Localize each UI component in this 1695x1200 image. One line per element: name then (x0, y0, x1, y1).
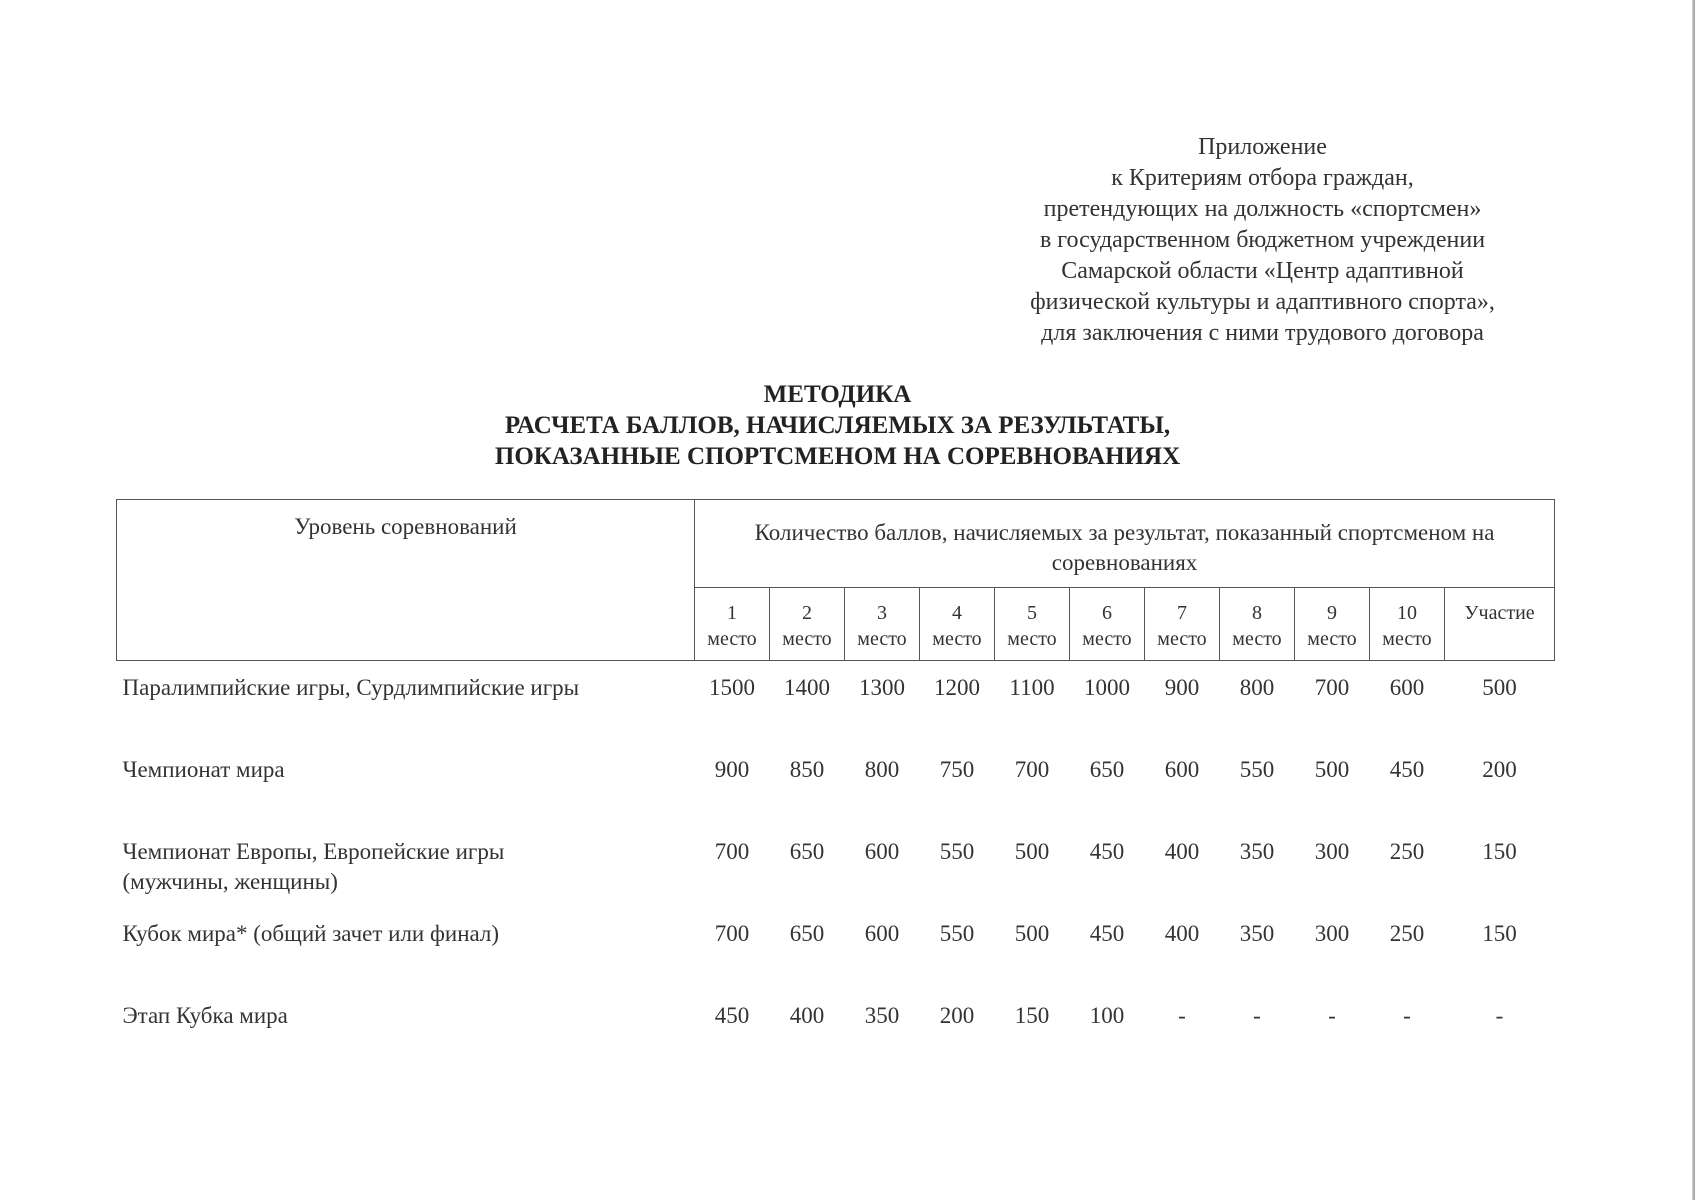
place-word: место (1007, 628, 1057, 650)
appendix-note (990, 132, 1535, 349)
place-header-7 (1145, 588, 1220, 661)
place-number: 8 (1252, 602, 1262, 624)
place-number: 5 (1027, 602, 1037, 624)
place-number: 7 (1177, 602, 1187, 624)
place-header-4 (920, 588, 995, 661)
place-word: место (782, 628, 832, 650)
score-cell: 400 (1164, 920, 1200, 946)
table-row (117, 661, 1555, 743)
score-cell: 650 (789, 838, 825, 864)
score-cell: 700 (1014, 756, 1050, 782)
score-cell: 600 (864, 838, 900, 864)
score-cell: 450 (1089, 838, 1125, 864)
place-number: 2 (802, 602, 812, 624)
participation-cell: 500 (1482, 675, 1517, 700)
score-cell: - (1178, 1002, 1186, 1028)
score-cell: 700 (714, 838, 750, 864)
level-text: Паралимпийские игры, Сурдлимпийские игры (122, 675, 580, 700)
score-cell: 1500 (709, 675, 755, 700)
score-cell: 1200 (934, 675, 980, 700)
level-text: Этап Кубка мира (122, 1002, 288, 1028)
score-cell: 1000 (1084, 675, 1130, 700)
score-cell: 100 (1089, 1002, 1125, 1028)
appendix-line: в государственном бюджетном учреждении (1039, 227, 1486, 253)
score-cell: 550 (939, 920, 975, 946)
score-cell: 1400 (784, 675, 830, 700)
score-cell: 1100 (1009, 675, 1055, 700)
score-cell: 600 (1164, 756, 1200, 782)
participation-cell: 150 (1482, 920, 1517, 946)
level-cell (117, 825, 695, 907)
place-header-9 (1295, 588, 1370, 661)
place-word: место (1082, 628, 1132, 650)
score-cell: 600 (864, 920, 900, 946)
place-header-2 (770, 588, 845, 661)
place-word: место (1307, 628, 1357, 650)
score-cell: 800 (864, 756, 900, 782)
place-header-8 (1220, 588, 1295, 661)
place-word: место (1232, 628, 1282, 650)
participation-cell: 200 (1482, 756, 1517, 782)
score-cell: 800 (1239, 675, 1275, 700)
score-cell: 500 (1014, 838, 1050, 864)
place-header-10 (1370, 588, 1445, 661)
place-number: 1 (727, 602, 737, 624)
level-cell (117, 743, 695, 825)
place-header-1 (695, 588, 770, 661)
score-cell: 700 (1314, 675, 1350, 700)
score-cell: 500 (1314, 756, 1350, 782)
participation-cell: 150 (1482, 838, 1517, 864)
score-cell: 650 (1089, 756, 1125, 782)
title-line: МЕТОДИКА (763, 381, 912, 408)
title-line: ПОКАЗАННЫЕ СПОРТСМЕНОМ НА СОРЕВНОВАНИЯХ (494, 443, 1181, 470)
score-cell: 250 (1389, 838, 1425, 864)
place-word: место (707, 628, 757, 650)
score-cell: 300 (1314, 838, 1350, 864)
score-cell: 700 (714, 920, 750, 946)
score-cell: - (1328, 1002, 1336, 1028)
document-title (400, 379, 1275, 472)
appendix-line: для заключения с ними трудового договора (1041, 320, 1484, 346)
participation-header: Участие (1445, 588, 1555, 661)
level-text: Чемпионат мира (122, 756, 285, 782)
place-word: место (1157, 628, 1207, 650)
title-line: РАСЧЕТА БАЛЛОВ, НАЧИСЛЯЕМЫХ ЗА РЕЗУЛЬТАТЫ, (504, 412, 1171, 439)
place-header-5 (995, 588, 1070, 661)
score-cell: 400 (789, 1002, 825, 1028)
level-column-header: Уровень соревнований (117, 500, 695, 661)
appendix-line: Приложение (1198, 134, 1327, 160)
appendix-line: к Критериям отбора граждан, (1111, 165, 1414, 191)
table-row (117, 743, 1555, 825)
appendix-line: физической культуры и адаптивного спорта», (1030, 289, 1495, 315)
score-cell: 350 (864, 1002, 900, 1028)
level-text: Чемпионат Европы, Европейские игры (122, 838, 505, 864)
score-cell: 400 (1164, 838, 1200, 864)
score-cell: 450 (1389, 756, 1425, 782)
score-cell: 450 (714, 1002, 750, 1028)
score-cell: - (1403, 1002, 1411, 1028)
score-cell: 900 (714, 756, 750, 782)
place-header-3 (845, 588, 920, 661)
place-number: 4 (952, 602, 962, 624)
level-text: (мужчины, женщины) (122, 868, 338, 894)
score-cell: 550 (939, 838, 975, 864)
score-cell: 450 (1089, 920, 1125, 946)
place-word: место (857, 628, 907, 650)
score-cell: 1300 (859, 675, 905, 700)
place-word: место (932, 628, 982, 650)
score-cell: 650 (789, 920, 825, 946)
score-cell: 750 (939, 756, 975, 782)
score-cell: 900 (1164, 675, 1200, 700)
score-cell: 500 (1014, 920, 1050, 946)
score-cell: 250 (1389, 920, 1425, 946)
score-cell: 300 (1314, 920, 1350, 946)
table-row (117, 907, 1555, 989)
points-column-header: Количество баллов, начисляемых за результат, показанный спортсменом на соревнованиях (695, 500, 1555, 588)
place-word: место (1382, 628, 1432, 650)
scoring-table (116, 499, 1555, 1049)
level-text: Кубок мира* (общий зачет или финал) (122, 920, 500, 946)
place-number: 6 (1102, 602, 1112, 624)
score-cell: 350 (1239, 920, 1275, 946)
score-cell: 550 (1239, 756, 1275, 782)
level-cell (117, 989, 695, 1049)
table-row (117, 989, 1555, 1049)
participation-cell: - (1495, 1002, 1504, 1028)
score-cell: 150 (1014, 1002, 1050, 1028)
score-cell: 600 (1389, 675, 1425, 700)
place-number: 10 (1397, 602, 1417, 624)
score-cell: 200 (939, 1002, 975, 1028)
table-row (117, 825, 1555, 907)
appendix-line: претендующих на должность «спортсмен» (1043, 196, 1482, 222)
score-cell: 350 (1239, 838, 1275, 864)
level-cell (117, 907, 695, 989)
level-cell (117, 661, 695, 743)
place-header-6 (1070, 588, 1145, 661)
score-cell: - (1253, 1002, 1261, 1028)
appendix-line: Самарской области «Центр адаптивной (1061, 258, 1464, 284)
place-number: 9 (1327, 602, 1337, 624)
score-cell: 850 (789, 756, 825, 782)
place-number: 3 (877, 602, 887, 624)
